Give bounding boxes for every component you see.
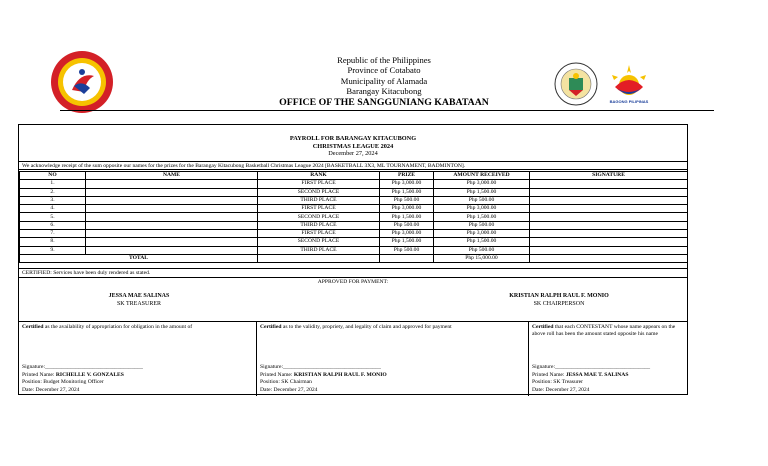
- row-rank: FIRST PLACE: [258, 180, 380, 188]
- cert3-printed-label: Printed Name:: [532, 371, 566, 378]
- col-header-no: NO: [20, 172, 86, 180]
- cert1-signature-line[interactable]: Signature:___________________________________: [22, 364, 143, 371]
- col-header-prize: PRIZE: [380, 172, 434, 180]
- row-signature[interactable]: [530, 196, 688, 204]
- col-header-signature: SIGNATURE: [530, 172, 688, 180]
- table-row: [20, 238, 688, 246]
- row-amount: Php 3,000.00: [434, 180, 530, 188]
- cert2-printed-name: KRISTIAN RALPH RAUL F. MONIO: [293, 371, 387, 378]
- cert2-date: Date: December 27, 2024: [260, 386, 318, 393]
- approved-for-payment: APPROVED FOR PAYMENT:: [19, 277, 687, 286]
- bagong-pilipinas-label: BAGONG PILIPINAS: [609, 99, 649, 104]
- row-rank: FIRST PLACE: [258, 230, 380, 238]
- table-header-row: [20, 172, 688, 180]
- row-no: 5.: [20, 213, 86, 221]
- row-name[interactable]: [86, 230, 258, 238]
- cert2-printed-label: Printed Name:: [260, 371, 294, 378]
- table-row: [20, 180, 688, 188]
- sk-kitacubong-logo: [50, 50, 114, 114]
- row-signature[interactable]: [530, 221, 688, 229]
- row-no: 2.: [20, 188, 86, 196]
- cert3-date: Date: December 27, 2024: [532, 386, 590, 393]
- row-amount: Php 3,000.00: [434, 230, 530, 238]
- chairperson-signatory: [429, 292, 689, 308]
- cert1-printed-name: RICHELLE V. GONZALES: [55, 371, 124, 378]
- acknowledgement-text: We acknowledge receipt of the sum opposite our names for the prizes for the Barangay Kitacubong Basketball Christmas League 2024 [BASKETBALL 3X3, ML TOURNAMENT, BADMINTON].: [19, 161, 687, 170]
- cert2-position: Position: SK Chairman: [260, 379, 312, 386]
- total-row: [20, 254, 688, 262]
- cert3-signature-line[interactable]: Signature:__________________________________: [532, 364, 651, 371]
- certification-treasurer: [529, 322, 687, 396]
- barangay-seal-logo: [554, 62, 598, 106]
- row-amount: Php 500.00: [434, 246, 530, 254]
- row-rank: FIRST PLACE: [258, 205, 380, 213]
- row-no: 8.: [20, 238, 86, 246]
- total-rank-empty: [258, 254, 380, 262]
- row-signature[interactable]: [530, 188, 688, 196]
- total-signature-empty: [530, 254, 688, 262]
- cert1-date: Date: December 27, 2024: [22, 386, 80, 393]
- row-amount: Php 3,000.00: [434, 205, 530, 213]
- row-name[interactable]: [86, 221, 258, 229]
- cert1-bold: Certified: [22, 324, 44, 330]
- cert2-text: as to the validity, propriety, and legality of claim and approved for payment: [281, 324, 452, 330]
- header-divider: [60, 110, 714, 111]
- col-header-name: NAME: [86, 172, 258, 180]
- office-title: OFFICE OF THE SANGGUNIANG KABATAAN: [279, 96, 489, 108]
- row-name[interactable]: [86, 205, 258, 213]
- letterhead: [230, 55, 538, 109]
- payroll-date: December 27, 2024: [328, 150, 378, 158]
- table-row: [20, 196, 688, 204]
- row-amount: Php 1,500.00: [434, 213, 530, 221]
- row-no: 4.: [20, 205, 86, 213]
- row-no: 3.: [20, 196, 86, 204]
- row-signature[interactable]: [530, 230, 688, 238]
- certification-section: [19, 321, 687, 396]
- table-row: [20, 213, 688, 221]
- cert2-bold: Certified: [260, 324, 282, 330]
- row-amount: Php 1,500.00: [434, 238, 530, 246]
- payroll-table: [19, 171, 688, 263]
- row-prize: Php 1,500.00: [380, 188, 434, 196]
- total-prize-empty: [380, 254, 434, 262]
- row-prize: Php 500.00: [380, 221, 434, 229]
- col-header-amount: AMOUNT RECEIVED: [434, 172, 530, 180]
- header-line-municipality: Municipality of Alamada: [340, 75, 428, 86]
- cert3-printed-name: JESSA MAE T. SALINAS: [565, 371, 629, 378]
- cert1-printed-label: Printed Name:: [22, 371, 56, 378]
- row-prize: Php 3,000.00: [380, 205, 434, 213]
- col-header-rank: RANK: [258, 172, 380, 180]
- row-name[interactable]: [86, 213, 258, 221]
- row-signature[interactable]: [530, 246, 688, 254]
- row-name[interactable]: [86, 180, 258, 188]
- row-rank: THIRD PLACE: [258, 196, 380, 204]
- cert3-bold: Certified: [532, 324, 554, 330]
- row-rank: SECOND PLACE: [258, 213, 380, 221]
- row-rank: THIRD PLACE: [258, 221, 380, 229]
- cert2-signature-line[interactable]: Signature:___________________________________: [260, 364, 381, 371]
- table-row: [20, 230, 688, 238]
- certification-chairman: [257, 322, 529, 396]
- row-no: 7.: [20, 230, 86, 238]
- cert1-text: as the availability of appropriation for obligation in the amount of: [43, 324, 193, 330]
- header-line-barangay: Barangay Kitacubong: [346, 86, 422, 97]
- payroll-title-block: [19, 135, 687, 158]
- row-amount: Php 1,500.00: [434, 188, 530, 196]
- row-amount: Php 500.00: [434, 196, 530, 204]
- payroll-title: PAYROLL FOR BARANGAY KITACUBONG: [289, 135, 417, 142]
- row-signature[interactable]: [530, 205, 688, 213]
- row-prize: Php 500.00: [380, 246, 434, 254]
- services-certification: CERTIFIED: Services have been duly rendered as stated.: [19, 268, 687, 277]
- row-signature[interactable]: [530, 238, 688, 246]
- treasurer-name: JESSA MAE SALINAS: [108, 293, 170, 299]
- cert3-text: that each CONTESTANT whose name appears on the above roll has been the amount stated opposite his name: [532, 324, 676, 338]
- row-name[interactable]: [86, 246, 258, 254]
- row-rank: SECOND PLACE: [258, 238, 380, 246]
- row-no: 6.: [20, 221, 86, 229]
- table-row: [20, 188, 688, 196]
- header-line-republic: Republic of the Philippines: [337, 55, 431, 65]
- row-prize: Php 3,000.00: [380, 180, 434, 188]
- row-name[interactable]: [86, 196, 258, 204]
- treasurer-signatory: [59, 292, 219, 308]
- row-prize: Php 1,500.00: [380, 213, 434, 221]
- cert3-position: Position: SK Treasurer: [532, 379, 583, 386]
- row-prize: Php 1,500.00: [380, 238, 434, 246]
- row-signature[interactable]: [530, 180, 688, 188]
- row-prize: Php 500.00: [380, 196, 434, 204]
- row-amount: Php 500.00: [434, 221, 530, 229]
- treasurer-title: SK TREASURER: [116, 301, 162, 307]
- league-title: CHRISTMAS LEAGUE 2024: [312, 142, 394, 150]
- row-prize: Php 3,000.00: [380, 230, 434, 238]
- payroll-form: [18, 124, 688, 395]
- row-name[interactable]: [86, 238, 258, 246]
- header-line-province: Province of Cotabato: [347, 65, 421, 76]
- table-row: [20, 205, 688, 213]
- certification-budget: [19, 322, 257, 396]
- chairperson-name: KRISTIAN RALPH RAUL F. MONIO: [509, 293, 609, 299]
- row-name[interactable]: [86, 188, 258, 196]
- row-rank: THIRD PLACE: [258, 246, 380, 254]
- row-rank: SECOND PLACE: [258, 188, 380, 196]
- cert1-position: Position: Budget Monitoring Officer: [22, 379, 104, 386]
- total-label: TOTAL: [20, 254, 258, 262]
- table-row: [20, 221, 688, 229]
- row-no: 9.: [20, 246, 86, 254]
- total-amount: Php 15,000.00: [434, 254, 530, 262]
- row-no: 1.: [20, 180, 86, 188]
- table-row: [20, 246, 688, 254]
- row-signature[interactable]: [530, 213, 688, 221]
- chairperson-title: SK CHAIRPERSON: [533, 301, 585, 307]
